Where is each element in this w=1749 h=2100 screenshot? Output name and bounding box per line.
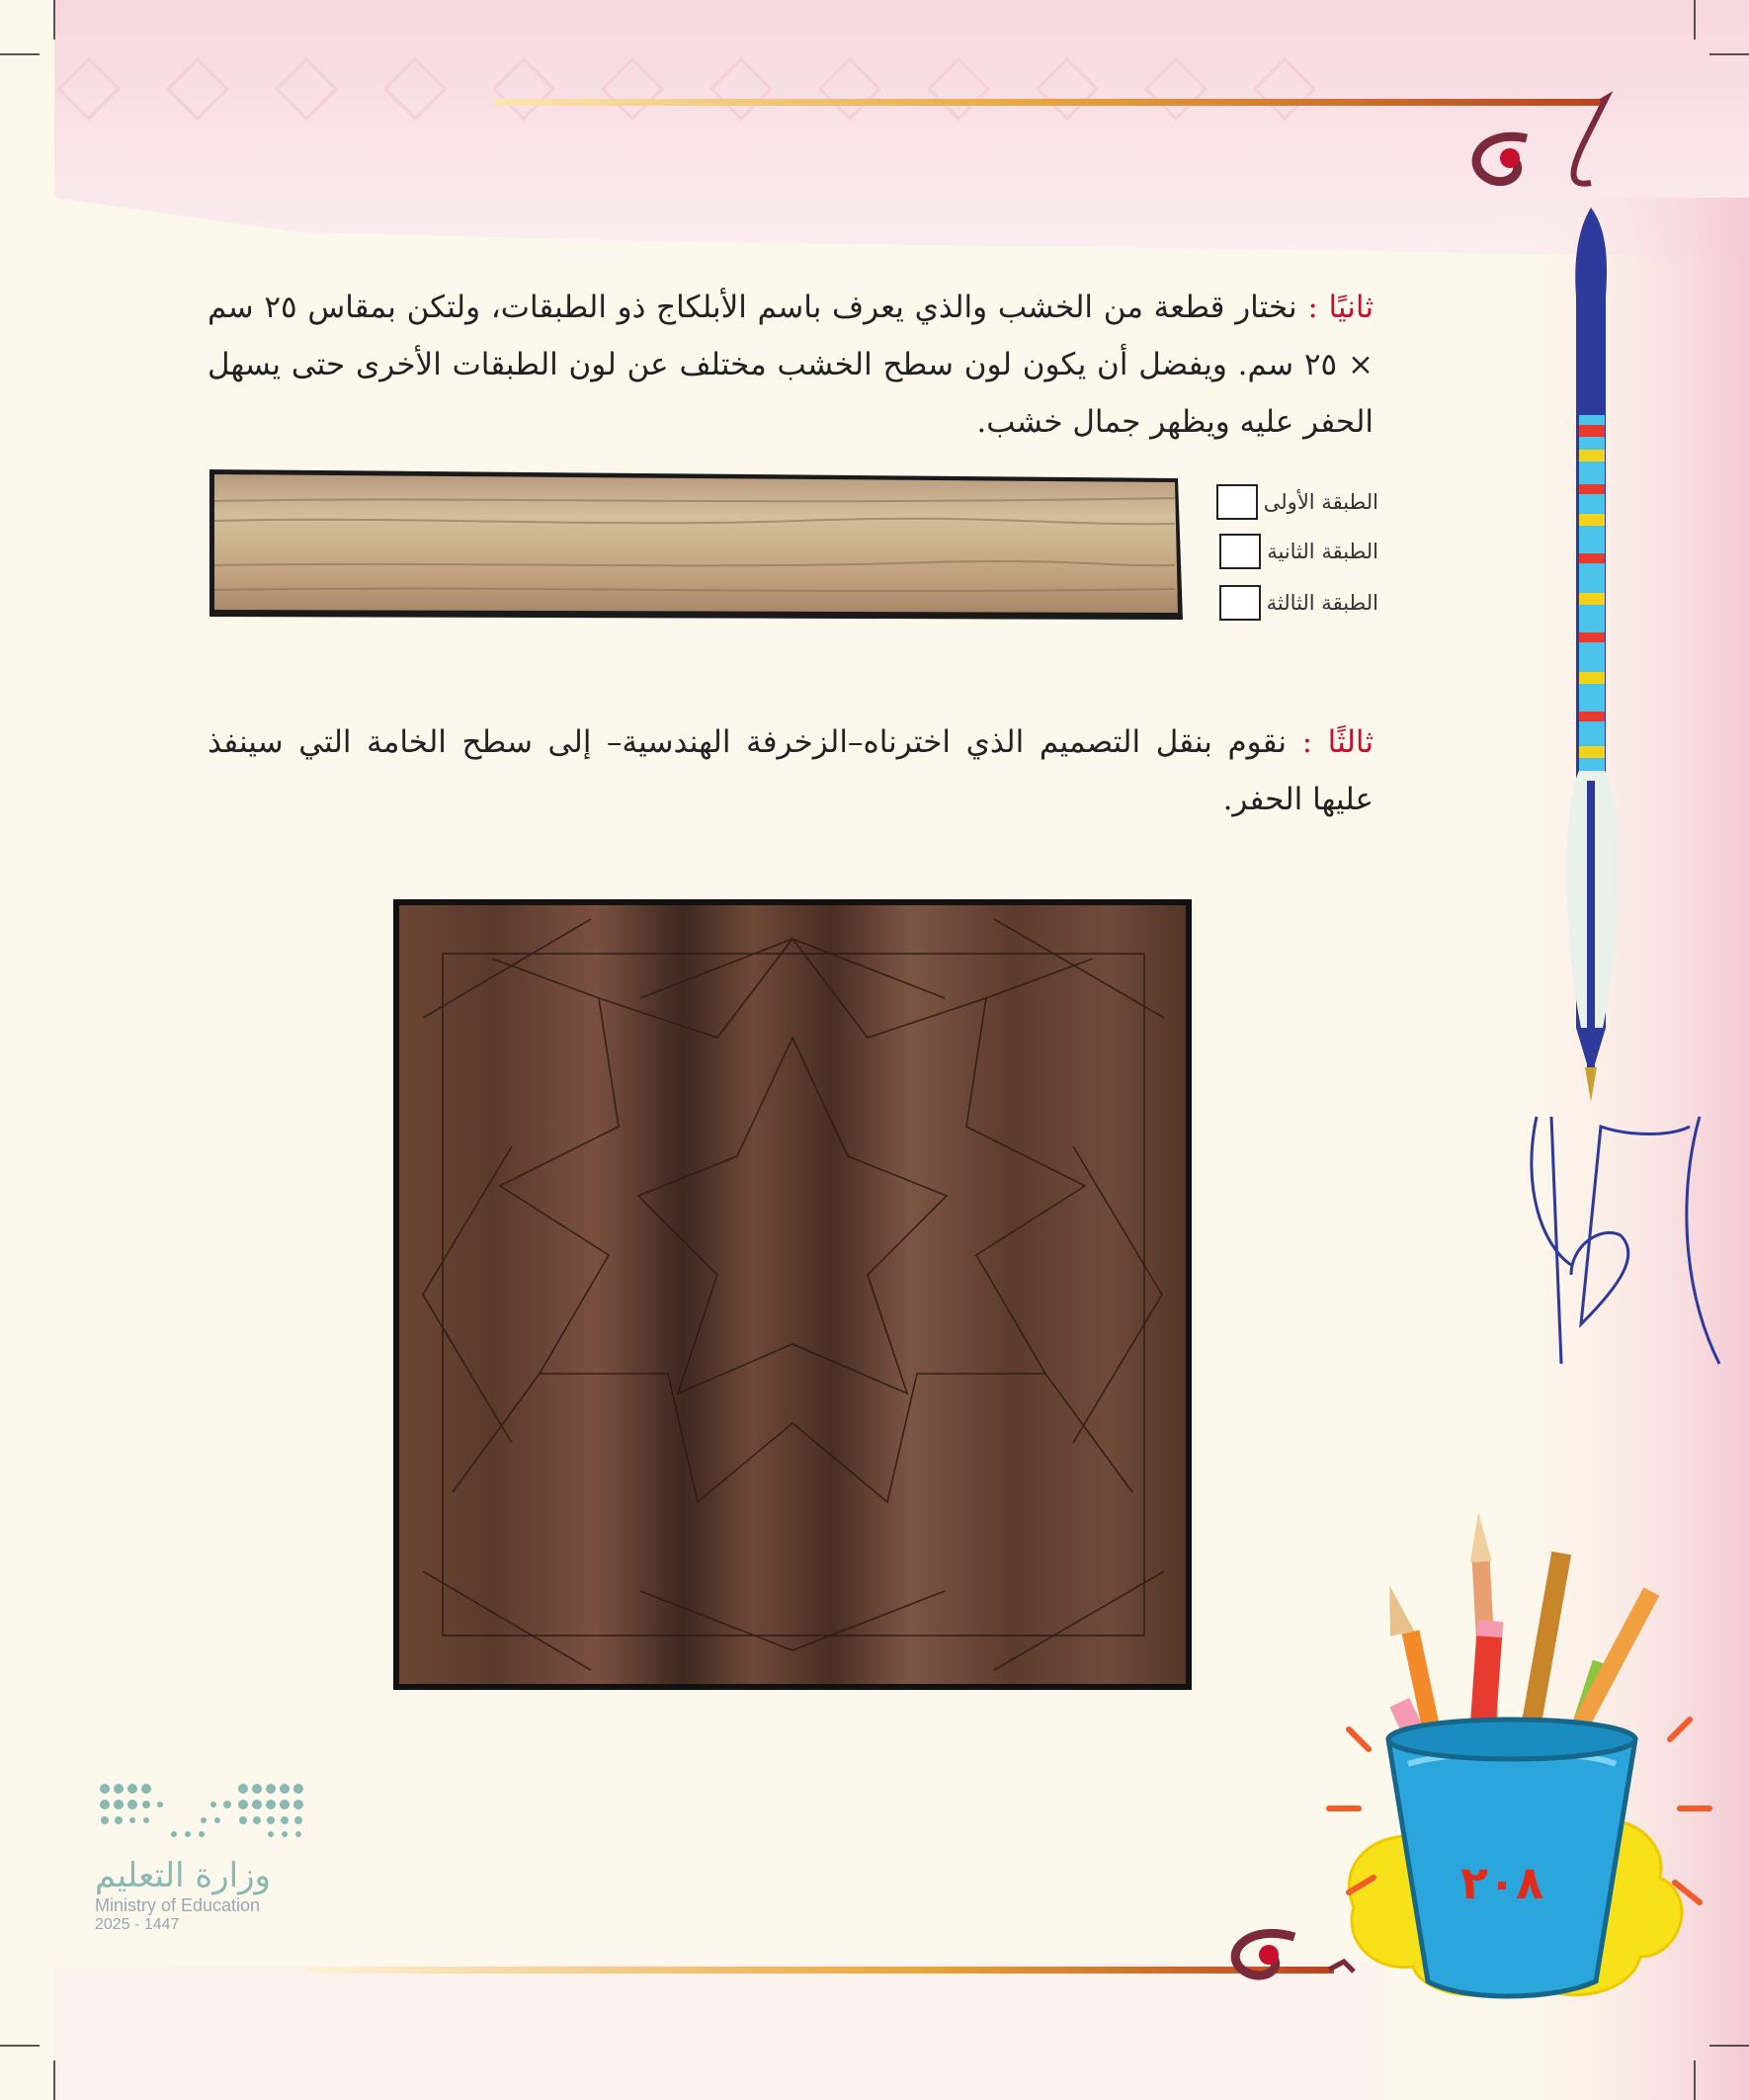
paragraph-second-step xyxy=(208,279,1374,451)
ministry-name-arabic: وزارة التعليم xyxy=(95,1856,271,1895)
step-label-second: ثانيًا : xyxy=(1307,290,1374,325)
ministry-logo xyxy=(95,1779,332,1934)
paragraph-third-step xyxy=(208,714,1374,828)
layer-text-first: الطبقة الأولى xyxy=(1263,490,1378,514)
layer-label-first xyxy=(1216,484,1378,520)
step-text-third: نقوم بنقل التصميم الذي اخترناه–الزخرفة الهندسية– إلى سطح الخامة التي سينفذ عليها الحفر. xyxy=(208,724,1374,817)
layer-box-third xyxy=(1219,585,1261,621)
plywood-cross-section-image xyxy=(205,466,1183,625)
ministry-year: 2025 - 1447 xyxy=(95,1916,180,1933)
layer-label-third xyxy=(1219,585,1378,621)
layer-box-first xyxy=(1216,484,1258,520)
layer-box-second xyxy=(1219,534,1261,569)
ministry-name-english: Ministry of Education xyxy=(95,1895,261,1915)
step-label-third: ثالثًا : xyxy=(1301,724,1374,760)
layer-label-second xyxy=(1219,534,1378,569)
page-number: ٢٠٨ xyxy=(1459,1856,1544,1909)
layer-text-third: الطبقة الثالثة xyxy=(1266,591,1378,615)
layer-text-second: الطبقة الثانية xyxy=(1267,540,1378,563)
wood-panel-geometric-design-image xyxy=(393,899,1192,1690)
step-text-second: نختار قطعة من الخشب والذي يعرف باسم الأبلكاج ذو الطبقات، ولتكن بمقاس ٢٥ سم × ٢٥ سم. ويفضل أن يكون لون سطح الخشب مختلف عن لون الطبقات الأخرى حتى يسهل الحفر عليه ويظهر جمال خشب. xyxy=(208,290,1374,440)
ministry-dots-icon xyxy=(95,1779,312,1848)
